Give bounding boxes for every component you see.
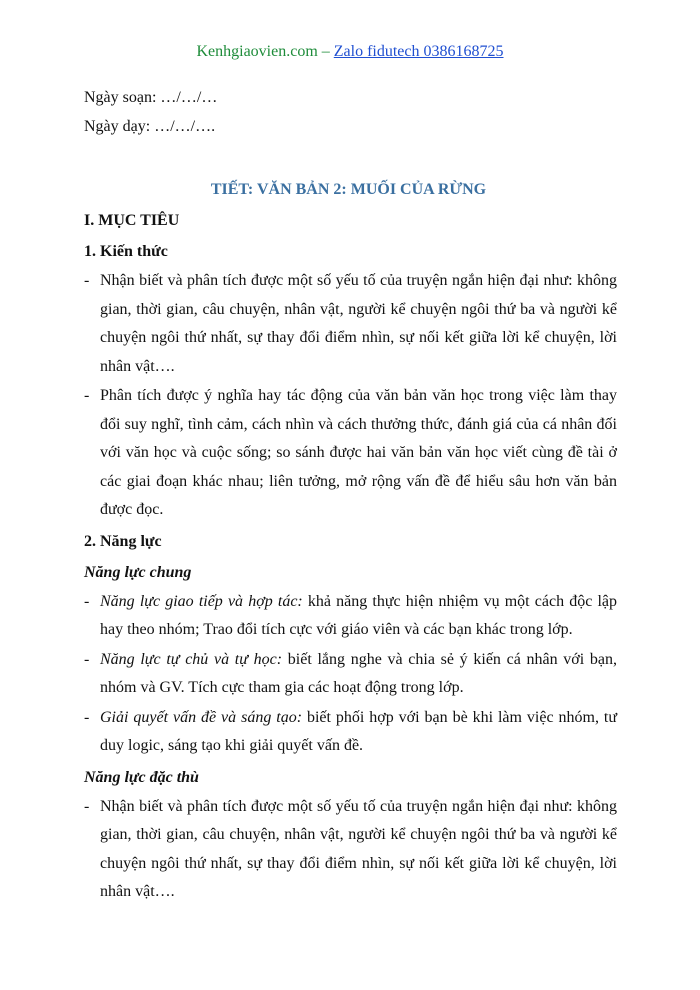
list-item bbox=[84, 382, 617, 525]
site-name[interactable]: Kenhgiaovien.com bbox=[196, 43, 318, 60]
list-item bbox=[84, 704, 617, 761]
bullet-dash: - bbox=[84, 708, 90, 726]
subheading-knowledge: 1. Kiến thức bbox=[84, 243, 168, 260]
bullet-dash: - bbox=[84, 272, 90, 289]
bullet-label: Năng lực giao tiếp và hợp tác: bbox=[100, 592, 303, 610]
bullet-label: Giải quyết vấn đề và sáng tạo: bbox=[100, 708, 303, 726]
section-heading-objectives: I. MỤC TIÊU bbox=[84, 212, 180, 229]
subheading-general-competence: Năng lực chung bbox=[84, 563, 192, 581]
bullet-dash: - bbox=[84, 650, 90, 668]
document-body bbox=[84, 83, 617, 907]
list-item bbox=[84, 267, 617, 381]
bullet-text: biết phối hợp với bạn bè khi làm việc nhóm, tư duy logic, sáng tạo khi giải quyết vấn đề. bbox=[100, 708, 617, 754]
bullet-text: khả năng thực hiện nhiệm vụ một cách độc lập hay theo nhóm; Trao đổi tích cực với giáo viên và các bạn khác trong lớp. bbox=[100, 592, 617, 638]
bullet-text: Nhận biết và phân tích được một số yếu tố của truyện ngắn hiện đại như: không gian, thời gian, câu chuyện, nhân vật, người kể chuyện ngôi thứ ba và người kể chuyện ngôi thứ nhất, sự thay đổi điểm nhìn, sự nối kết giữa lời kể chuyện, lời nhân vật…. bbox=[100, 272, 617, 375]
bullet-dash: - bbox=[84, 592, 90, 610]
list-item bbox=[84, 646, 617, 703]
bullet-text: Phân tích được ý nghĩa hay tác động của văn bản văn học trong việc làm thay đổi suy nghĩ, tình cảm, cách nhìn và cách thưởng thức, đánh giá của cá nhân đối với văn học và cuộc sống; so sánh được hai văn bản văn học viết cùng đề tài ở các giai đoạn khác nhau; liên tưởng, mở rộng vấn đề để hiểu sâu hơn văn bản được đọc. bbox=[100, 387, 617, 518]
bullet-label: Năng lực tự chủ và tự học: bbox=[100, 650, 283, 668]
bullet-text: biết lắng nghe và chia sẻ ý kiến cá nhân với bạn, nhóm và GV. Tích cực tham gia các hoạt động trong lớp. bbox=[100, 650, 618, 696]
zalo-link[interactable]: Zalo fidutech 0386168725 bbox=[333, 43, 504, 60]
list-item bbox=[84, 793, 617, 907]
bullet-dash: - bbox=[84, 387, 90, 404]
date-taught: Ngày dạy: …/…/…. bbox=[84, 118, 216, 135]
bullet-text: Nhận biết và phân tích được một số yếu tố của truyện ngắn hiện đại như: không gian, thời gian, câu chuyện, nhân vật, người kể chuyện ngôi thứ ba và người kể chuyện ngôi thứ nhất, sự thay đổi điểm nhìn, sự nối kết giữa lời kể chuyện, lời nhân vật…. bbox=[100, 797, 617, 900]
subheading-competence: 2. Năng lực bbox=[84, 532, 162, 550]
subheading-specific-competence: Năng lực đặc thù bbox=[84, 768, 199, 786]
list-item bbox=[84, 588, 617, 645]
date-prepared: Ngày soạn: …/…/… bbox=[84, 89, 218, 106]
bullet-dash: - bbox=[84, 797, 90, 815]
page-header bbox=[0, 42, 700, 62]
lesson-title: TIẾT: VĂN BẢN 2: MUỐI CỦA RỪNG bbox=[210, 181, 487, 198]
header-separator: – bbox=[317, 43, 334, 60]
